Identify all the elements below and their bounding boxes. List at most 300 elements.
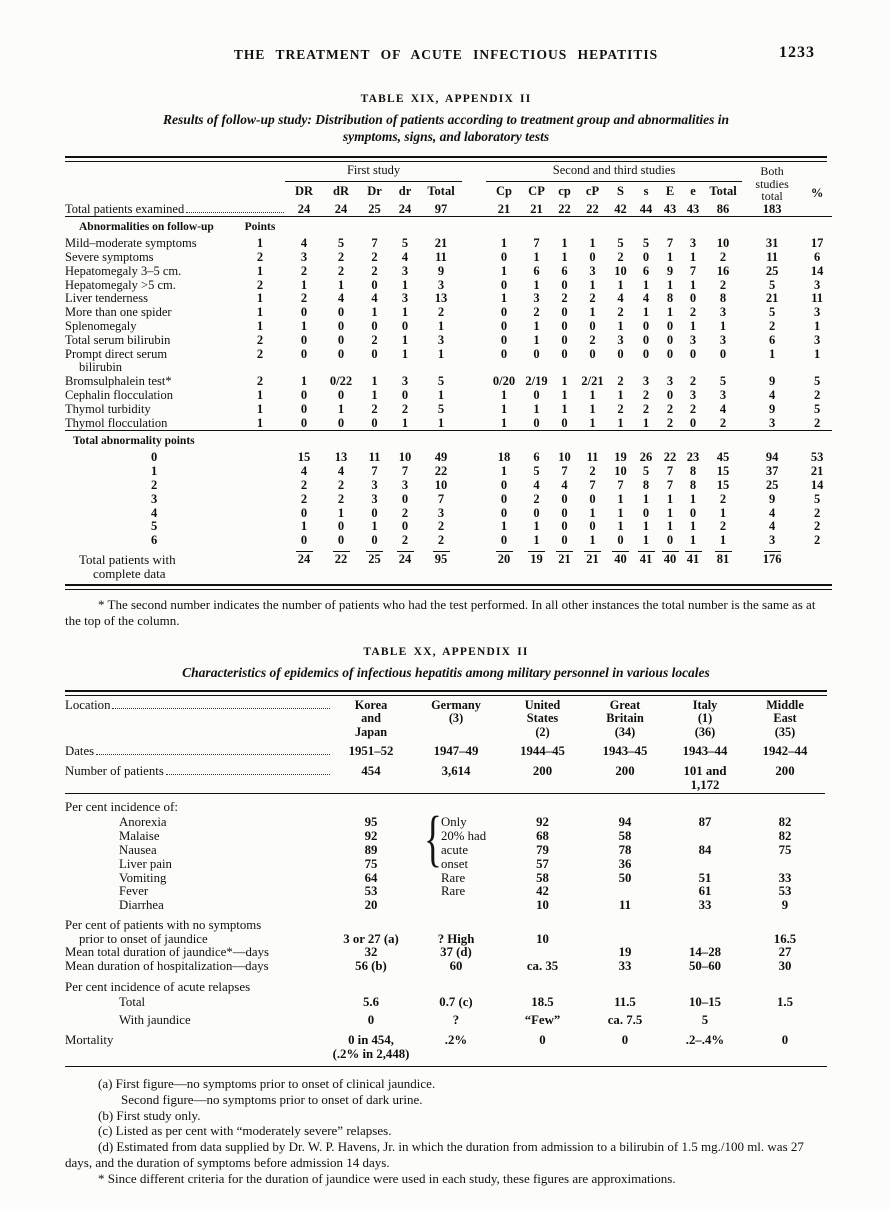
cell: 7 (666, 464, 674, 479)
patients-row (65, 759, 825, 793)
table-row (65, 251, 832, 265)
cell: 1 (533, 319, 540, 334)
cell (65, 872, 330, 886)
cell: 0 (561, 319, 568, 334)
cell-line: Middle (766, 697, 804, 712)
patients-cell (585, 759, 665, 793)
cell: 24 (398, 552, 412, 567)
cell: 1 (642, 277, 650, 292)
cell: 1 (689, 319, 697, 334)
cell: 0 (500, 505, 508, 520)
cell (65, 306, 235, 320)
value-cell: 0.7 (c) (439, 994, 473, 1009)
cell: 0 (300, 401, 308, 416)
cell: 23 (686, 450, 700, 465)
table20 (65, 699, 825, 1062)
section-header: Per cent incidence of: (65, 798, 178, 814)
cell (65, 913, 330, 947)
value-cell: 37 (d) (440, 945, 472, 960)
cell: 0 (500, 250, 508, 265)
group-both-studies-total: Both studies total (755, 164, 789, 203)
cell (65, 389, 235, 403)
cell (462, 334, 486, 348)
cell (65, 699, 330, 740)
cell-line: Thymol turbidity (65, 401, 151, 416)
cell: 9 (666, 263, 674, 278)
col-head: Total (709, 183, 737, 198)
value-cell: 14–28 (689, 945, 721, 960)
location-label: Location (65, 697, 111, 712)
value-cell: 33 (778, 870, 792, 885)
cell: 0 (300, 388, 308, 403)
cell: 2 (689, 305, 697, 320)
cell: 3 (371, 491, 378, 506)
locale-head (665, 699, 745, 740)
cell: 0 (666, 319, 674, 334)
location-row (65, 699, 825, 740)
cell: 2 (437, 305, 445, 320)
cell (462, 553, 486, 581)
percent-cell: 2 (813, 388, 821, 403)
col-head: S (617, 183, 624, 198)
cell: 10 (398, 450, 412, 465)
cell: 0 (337, 319, 345, 334)
percent-cell: 5 (813, 374, 821, 389)
cell-line: Great (609, 697, 641, 712)
points-value-label: 6 (151, 533, 158, 548)
cell: 2 (617, 305, 624, 320)
cell: 10 (434, 478, 448, 493)
value-cell (745, 858, 825, 872)
cell: 0 (589, 319, 596, 334)
cell (65, 739, 330, 759)
cell (235, 451, 285, 465)
cell-line: Vomiting (119, 870, 167, 885)
cell: 7 (533, 236, 540, 251)
value-cell: .2% (444, 1033, 468, 1048)
cell: 11 (435, 250, 447, 265)
cell: 5 (437, 401, 445, 416)
complete-data-row (65, 553, 832, 581)
value-cell (330, 1031, 412, 1062)
cell: 2 (401, 533, 409, 548)
table19-bottom-rule (65, 584, 832, 590)
cell: 0 (589, 250, 596, 265)
cell: 2 (437, 533, 445, 548)
value-cell: 10–15 (689, 994, 721, 1009)
table-row (65, 872, 825, 886)
cell: 25 (368, 201, 381, 216)
locale-head (330, 699, 412, 740)
dot-leader (96, 754, 330, 755)
value-cell: 92 (536, 815, 549, 830)
cell-line: 1,172 (690, 777, 720, 792)
cell: 1 (533, 250, 540, 265)
cell (462, 251, 486, 265)
both-studies-total-cell: 25 (765, 263, 779, 278)
table-row (65, 858, 825, 872)
cell (65, 844, 330, 858)
value-cell: ? (452, 1012, 460, 1027)
points-section-head (65, 431, 832, 451)
cell (462, 534, 486, 548)
value-cell: .2–.4% (685, 1033, 725, 1048)
patients-cell (412, 759, 500, 793)
cell: 1 (371, 388, 378, 403)
cell: 3 (401, 374, 409, 389)
cell: 2 (337, 491, 345, 506)
cell: 95 (434, 552, 448, 567)
table-row (65, 844, 825, 858)
col-head: Total (427, 183, 455, 198)
cell-line: (.2% in 2,448) (332, 1047, 410, 1062)
cell (235, 479, 285, 493)
cell-line: 0 in 454, (348, 1033, 394, 1048)
cell-line: More than one spider (65, 305, 172, 320)
both-studies-total-cell: 4 (768, 505, 776, 520)
cell (235, 520, 285, 534)
percent-cell: 1 (813, 319, 821, 334)
cell-line: and (361, 711, 381, 726)
value-cell: 95 (364, 815, 378, 830)
cell: 0 (617, 533, 624, 548)
cell: 4 (533, 478, 540, 493)
value-cell: 30 (778, 959, 792, 974)
cell: 6 (533, 450, 540, 465)
dot-leader (112, 708, 330, 709)
table-row (65, 581, 832, 590)
value-cell: 10 (536, 898, 549, 913)
cell: 3 (666, 374, 674, 389)
both-studies-total-cell: 4 (768, 519, 776, 534)
value-cell: 61 (698, 884, 712, 899)
table19-footnote: * The second number indicates the number of patients who had the test performed. In all other instances the total number is the same as at the top of the column. (65, 596, 816, 629)
cell (65, 553, 235, 581)
cell: 5 (401, 236, 409, 251)
cell (65, 417, 235, 431)
examined-label: Total patients examined (65, 201, 185, 216)
cell: 2 (300, 491, 308, 506)
table-row (65, 1031, 825, 1062)
cell: 2 (337, 478, 345, 493)
cell: 1 (589, 505, 596, 520)
cell (462, 417, 486, 431)
germany-note-cell: 20% had (441, 829, 487, 844)
cell-line: prior to onset of jaundice (79, 931, 208, 946)
dates-label: Dates (65, 744, 95, 759)
cell: 5 (617, 236, 624, 251)
cell: 1 (689, 250, 697, 265)
cell: 0 (666, 533, 674, 548)
cell: 0 (561, 332, 568, 347)
total-abnormality-points-label: Total abnormality points (73, 435, 195, 448)
cell (65, 581, 832, 590)
cell: 2 (719, 250, 727, 265)
both-studies-total-cell: 9 (768, 401, 776, 416)
value-cell: 53 (364, 884, 378, 899)
both-studies-total-cell: 1 (768, 346, 776, 361)
value-cell: 19 (618, 945, 632, 960)
table-row (65, 237, 832, 251)
value-cell: 0 (621, 1033, 629, 1048)
value-cell: 33 (618, 959, 632, 974)
value-cell: 0 (781, 1033, 789, 1048)
cell: 3 (589, 263, 596, 278)
germany-note-cell: onset (441, 856, 469, 871)
value-cell: 68 (536, 829, 549, 844)
table-row (65, 493, 832, 507)
cell: 1 (533, 533, 540, 548)
cell: 1 (533, 519, 540, 534)
cell-line: (36) (694, 724, 716, 739)
cell: 19 (614, 450, 627, 465)
value-cell: 79 (536, 842, 549, 857)
group-percent: % (810, 185, 824, 200)
table19-top-rule (65, 156, 827, 162)
cell: 21 (586, 552, 599, 567)
cell: 1 (589, 305, 596, 320)
cell: 0 (533, 505, 540, 520)
cell: 0 (500, 491, 508, 506)
cell: 2 (371, 263, 378, 278)
cell: 2 (401, 401, 409, 416)
cell: 0 (371, 346, 378, 361)
cell: 1 (689, 491, 697, 506)
cell: 7 (371, 236, 378, 251)
both-studies-total-cell: 37 (765, 464, 779, 479)
cell: 1 (561, 374, 568, 389)
table-row (65, 451, 832, 465)
value-cell: 75 (364, 856, 378, 871)
table-row (65, 507, 832, 521)
percent-cell: 3 (813, 305, 821, 320)
cell: 0 (371, 533, 378, 548)
cell: 1 (666, 491, 674, 506)
value-cell: 5.6 (363, 994, 379, 1009)
both-studies-total-cell: 176 (762, 552, 782, 567)
cell: 11 (368, 450, 381, 465)
table19-colheads (65, 181, 832, 202)
cell (65, 813, 330, 830)
cell: 2 (371, 332, 378, 347)
col-head: DR (294, 183, 314, 198)
table-row (65, 960, 825, 974)
table19-title-line2: symptoms, signs, and laboratory tests (342, 129, 550, 144)
patients-cell (500, 759, 585, 793)
col-head: Dr (367, 183, 382, 198)
percent-cell (802, 203, 832, 217)
cell: 1 (401, 305, 409, 320)
cell: 0 (561, 305, 568, 320)
cell: 0 (589, 346, 596, 361)
cell (65, 292, 235, 306)
cell: 1 (589, 401, 596, 416)
cell: 1 (533, 277, 540, 292)
table19-title-line1: Results of follow-up study: Distribution of patients according to treatment group and abnormalities in (163, 112, 729, 127)
cell: 3 (719, 305, 727, 320)
table-row (65, 899, 825, 913)
both-studies-total-cell: 11 (766, 250, 778, 265)
cell: 1 (642, 305, 650, 320)
cell: 1 (666, 250, 674, 265)
cell-line: (34) (614, 724, 636, 739)
cell: 8 (719, 291, 727, 306)
percent-cell: 11 (811, 291, 823, 306)
cell: 4 (337, 464, 345, 479)
cell (235, 553, 285, 581)
cell: 0 (561, 346, 568, 361)
cell: 4 (337, 291, 345, 306)
patients-label: Number of patients (65, 763, 164, 778)
cell: 81 (716, 552, 730, 567)
page-number: 1233 (779, 44, 815, 61)
cell (462, 306, 486, 320)
cell: 1 (371, 305, 378, 320)
cell: 41 (686, 552, 700, 567)
cell-line: Mean duration of hospitalization—days (65, 959, 269, 974)
cell (462, 479, 486, 493)
cell: 0 (689, 505, 697, 520)
table19-caption: TABLE XIX, APPENDIX II (360, 93, 532, 105)
percent-cell: 3 (813, 332, 821, 347)
table19-group-row (65, 164, 832, 181)
value-cell: 94 (618, 815, 632, 830)
cell-line: United (524, 697, 561, 712)
cell: 0/22 (329, 374, 353, 389)
value-cell: 64 (364, 870, 378, 885)
cell: 8 (689, 478, 697, 493)
col-head: e (690, 183, 696, 198)
cell-line: Anorexia (119, 815, 167, 830)
cell-line: Japan (354, 724, 388, 739)
cell: 3 (300, 250, 308, 265)
cell: 6 (561, 263, 568, 278)
cell: 43 (686, 201, 700, 216)
abnormalities-head: Abnormalities on follow-up (79, 221, 214, 234)
cell-line: Bromsulphalein test* (65, 374, 172, 389)
cell-line: complete data (93, 565, 166, 581)
points-cell: 1 (256, 319, 264, 334)
cell: 3 (401, 478, 409, 493)
cell: 3 (437, 505, 445, 520)
cell: 1 (437, 346, 445, 361)
cell: 1 (561, 401, 568, 416)
points-cell: 2 (256, 250, 264, 265)
cell (462, 320, 486, 334)
cell: 1 (719, 533, 727, 548)
cell: 3 (401, 263, 409, 278)
value-cell (585, 913, 665, 947)
cell: 2 (533, 305, 540, 320)
cell-line: Liver tenderness (65, 291, 148, 306)
cell-line: 200 (775, 763, 795, 778)
cell: 2 (589, 464, 596, 479)
cell: 0 (401, 319, 409, 334)
cell: 2 (689, 374, 697, 389)
cell: 0 (666, 332, 674, 347)
cell (462, 507, 486, 521)
points-cell: 2 (256, 374, 264, 389)
cell: 6 (642, 263, 650, 278)
cell: 3 (689, 236, 697, 251)
points-cell: 1 (256, 305, 264, 320)
dates-cell: 1942–44 (762, 744, 808, 759)
value-cell: 42 (536, 884, 549, 899)
cell (462, 292, 486, 306)
cell: 1 (500, 464, 508, 479)
table-row (65, 265, 832, 279)
footnote-a-line1: (a) First figure—no symptoms prior to onset of clinical jaundice. (98, 1076, 436, 1092)
cell-line: (1) (697, 711, 713, 726)
cell: 0 (371, 505, 378, 520)
table-row (65, 465, 832, 479)
cell: 22 (558, 201, 571, 216)
cell: 4 (300, 464, 308, 479)
cell: 3 (437, 332, 445, 347)
value-cell: 82 (778, 815, 792, 830)
value-cell: 3 or 27 (a) (343, 931, 399, 946)
cell: 18 (497, 450, 511, 465)
footnote-d: (d) Estimated from data supplied by Dr. W. P. Havens, Jr. in which the duration from admission to a bilirubin of 1.5 mg./100 ml. was 27 days, and the duration of symptoms before admission 14 days. (65, 1139, 804, 1171)
points-cell: 1 (256, 236, 264, 251)
cell (65, 237, 235, 251)
value-cell: ca. 35 (526, 959, 559, 974)
cell: 0 (401, 388, 409, 403)
table-row (65, 520, 832, 534)
value-cell: 51 (698, 870, 712, 885)
cell: 0 (689, 415, 697, 430)
value-cell: 87 (698, 815, 712, 830)
cell: 1 (589, 277, 596, 292)
cell: 0 (689, 346, 697, 361)
cell: 0 (500, 319, 508, 334)
cell: 0 (337, 388, 345, 403)
value-cell: 32 (364, 945, 378, 960)
dot-leader (166, 774, 330, 775)
cell: 0/20 (492, 374, 516, 389)
footnote-b: (b) First study only. (98, 1107, 201, 1123)
cell: 1 (689, 533, 697, 548)
cell (65, 375, 235, 389)
cell-line: Splenomegaly (65, 319, 137, 334)
cell: 3 (437, 277, 445, 292)
cell: 42 (614, 201, 627, 216)
cell: 1 (401, 332, 409, 347)
cell: 21 (497, 201, 511, 216)
cell (65, 348, 235, 376)
cell (235, 534, 285, 548)
section-header: Per cent incidence of acute relapses (65, 979, 251, 995)
cell: 1 (500, 291, 508, 306)
cell: 3 (719, 388, 727, 403)
cell: 15 (297, 450, 311, 465)
table-row (65, 348, 832, 376)
cell: 0 (500, 533, 508, 548)
both-studies-total-cell: 3 (768, 533, 776, 548)
cell: 3 (533, 291, 540, 306)
abnormalities-head-row (65, 217, 832, 237)
cell-line: Mild–moderate symptoms (65, 236, 197, 251)
cell: 0 (500, 277, 508, 292)
value-cell: 82 (778, 829, 792, 844)
cell: 2 (300, 478, 308, 493)
cell: 1 (500, 388, 508, 403)
cell (65, 181, 235, 202)
cell (65, 946, 330, 960)
cell (65, 745, 330, 759)
cell: 24 (297, 201, 311, 216)
value-cell: 78 (618, 842, 632, 857)
